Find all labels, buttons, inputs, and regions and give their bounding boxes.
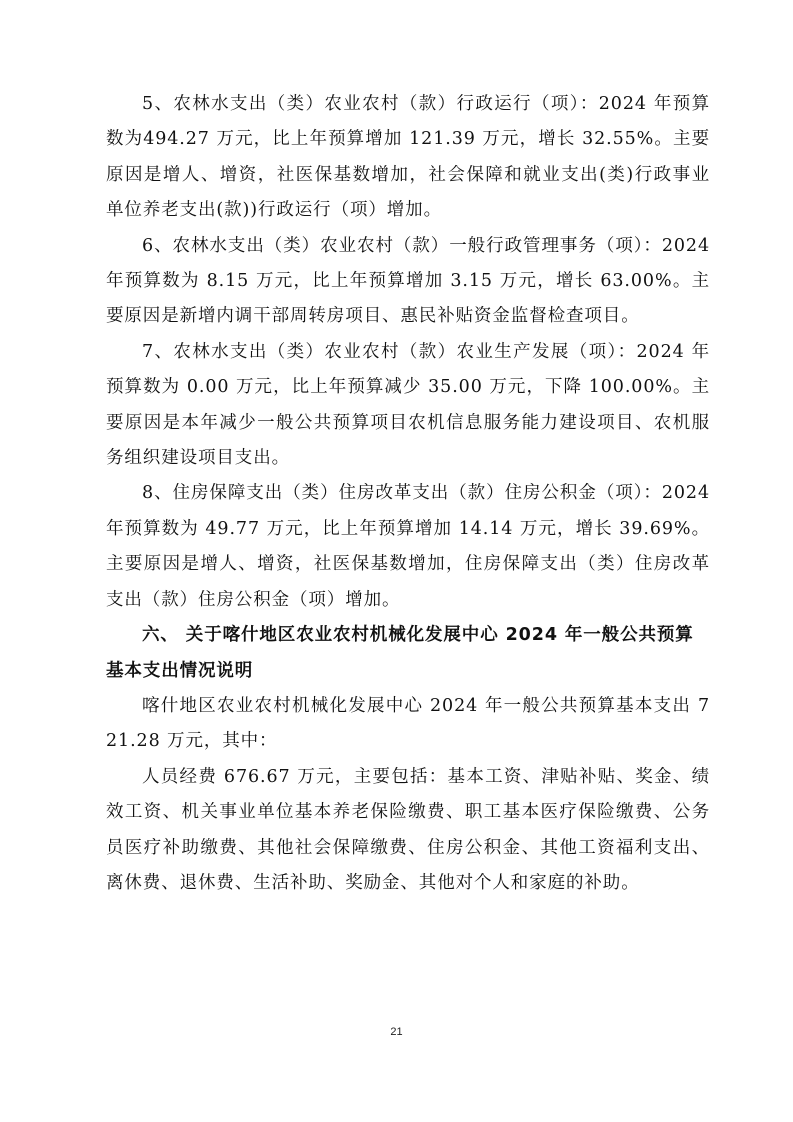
personnel-expense-paragraph: 人员经费 676.67 万元，主要包括：基本工资、津贴补贴、奖金、绩效工资、机关事业单位基本养老保险缴费、职工基本医疗保险缴费、公务员医疗补助缴费、其他社会保障缴费、住房公积金、其他工资福利支出、离休费、退休费、生活补助、奖励金、其他对个人和家庭的补助。 bbox=[106, 766, 710, 893]
page-number: 21 bbox=[390, 1026, 403, 1038]
paragraph-item-6: 6、农林水支出（类）农业农村（款）一般行政管理事务（项）：2024 年预算数为 8.15 万元，比上年预算增加 3.15 万元，增长 63.00%。主要原因是新增内调干部周转房项目、惠民补贴资金监督检查项目。 bbox=[106, 235, 710, 327]
section-summary-paragraph: 喀什地区农业农村机械化发展中心 2024 年一般公共预算基本支出 721.28 万元，其中： bbox=[106, 695, 710, 752]
paragraph-item-5: 5、农林水支出（类）农业农村（款）行政运行（项）：2024 年预算数为494.27 万元，比上年预算增加 121.39 万元，增长 32.55%。主要原因是增人、增资，社医保基数增加，社会保障和就业支出(类)行政事业单位养老支出(款))行政运行（项）增加。 bbox=[106, 94, 710, 221]
section-heading: 六、 关于喀什地区农业农村机械化发展中心 2024 年一般公共预算基本支出情况说明 bbox=[106, 625, 694, 681]
paragraph-item-7: 7、农林水支出（类）农业农村（款）农业生产发展（项）：2024 年预算数为 0.00 万元，比上年预算减少 35.00 万元，下降 100.00%。主要原因是本年减少一般公共预算项目农机信息服务能力建设项目、农机服务组织建设项目支出。 bbox=[106, 341, 710, 469]
paragraph-item-8: 8、住房保障支出（类）住房改革支出（款）住房公积金（项）：2024 年预算数为 49.77 万元，比上年预算增加 14.14 万元，增长 39.69%。主要原因是增人、增资，社医保基数增加，住房保障支出（类）住房改革支出（款）住房公积金（项）增加。 bbox=[106, 483, 710, 610]
document-body bbox=[106, 87, 710, 901]
